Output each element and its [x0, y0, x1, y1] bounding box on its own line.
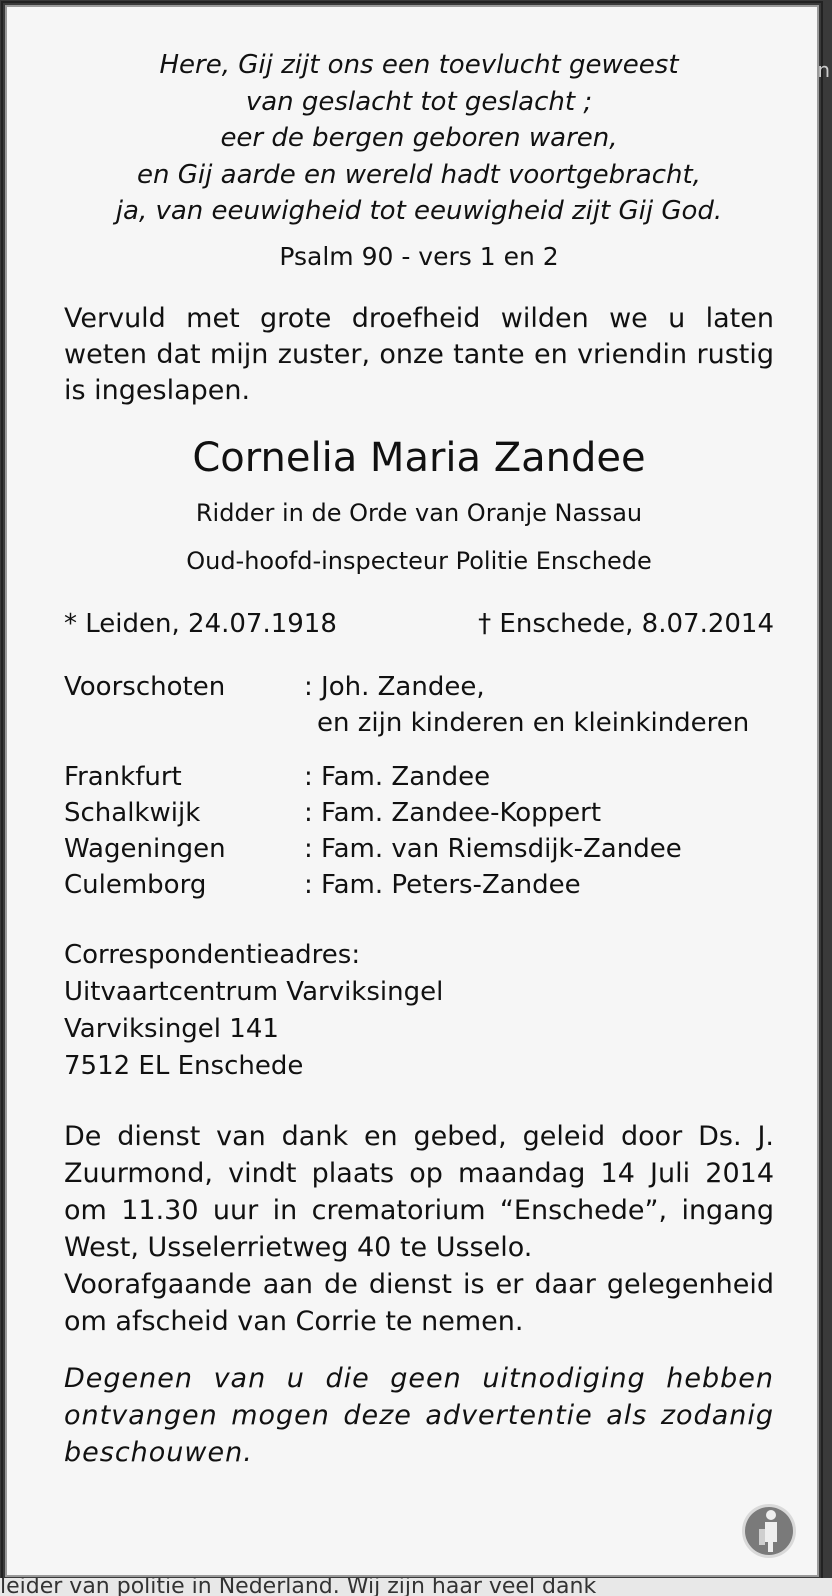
psalm-line: en Gij aarde en wereld hadt voortgebracht, [137, 159, 701, 190]
psalm-line: eer de bergen geboren waren, [220, 123, 618, 153]
spacer [64, 741, 774, 759]
psalm-line: Here, Gij zijt ons een toevlucht geweest [159, 50, 679, 80]
correspondence-address [64, 937, 774, 1085]
family-place: Wageningen [64, 833, 226, 864]
family-row [64, 669, 774, 705]
psalm-line: ja, van eeuwigheid tot eeuwigheid zijt Gij God. [115, 196, 723, 226]
family-name: : Fam. van Riemsdijk-Zandee [304, 833, 682, 864]
family-name: : Fam. Peters-Zandee [304, 869, 581, 900]
address-line: 7512 EL Enschede [64, 1050, 304, 1081]
obituary-frame [5, 5, 819, 1577]
memorial-figure-icon [741, 1503, 797, 1559]
honor-title: Ridder in de Orde van Oranje Nassau [195, 498, 643, 527]
psalm-reference: Psalm 90 - vers 1 en 2 [279, 241, 559, 271]
family-place: Culemborg [64, 869, 207, 900]
family-place: Frankfurt [64, 761, 182, 792]
intro-text: Vervuld met grote droefheid wilden we u laten weten dat mijn zuster, onze tante en vriendin rustig is ingeslapen. [64, 302, 774, 406]
life-dates [64, 609, 774, 639]
farewell-paragraph: Voorafgaande aan de dienst is er daar gelegenheid om afscheid van Corrie te nemen. [64, 1268, 774, 1337]
death-date: † Enschede, 8.07.2014 [478, 608, 774, 639]
address-line: Varviksingel 141 [64, 1013, 279, 1044]
family-list [64, 669, 774, 903]
family-row-continuation [64, 705, 774, 741]
family-row [64, 867, 774, 903]
family-place-empty [64, 705, 304, 741]
clipped-footer-text: leider van politie in Nederland. Wij zijn haar veel dank [0, 1578, 832, 1596]
service-paragraph: De dienst van dank en gebed, geleid door Ds. J. Zuurmond, vindt plaats op maandag 14 Juli 2014 om 11.30 uur in crematorium “Enschede”, ingang West, Usselerrietweg 40 te Usselo. [64, 1120, 774, 1263]
family-row [64, 795, 774, 831]
family-place: Voorschoten [64, 671, 226, 702]
psalm-line: van geslacht tot geslacht ; [245, 86, 593, 117]
address-label: Correspondentieadres: [64, 939, 361, 970]
family-row [64, 759, 774, 795]
family-place: Schalkwijk [64, 797, 201, 828]
family-extra: en zijn kinderen en kleinkinderen [317, 707, 750, 738]
family-name: : Fam. Zandee [304, 761, 491, 792]
service-details [64, 1118, 774, 1340]
former-role: Oud-hoofd-inspecteur Politie Enschede [186, 546, 652, 575]
edge-fragment: n [817, 58, 830, 82]
birth-date: * Leiden, 24.07.1918 [64, 608, 337, 639]
obituary-content [64, 47, 774, 1471]
address-line: Uitvaartcentrum Varviksingel [64, 976, 444, 1007]
deceased-name: Cornelia Maria Zandee [192, 434, 646, 481]
family-name: : Fam. Zandee-Koppert [304, 797, 602, 828]
family-row [64, 831, 774, 867]
psalm-verse [64, 47, 774, 230]
family-name: : Joh. Zandee, [304, 671, 485, 702]
closing-note: Degenen van u die geen uitnodiging hebben ontvangen mogen deze advertentie als zodanig beschouwen. [64, 1362, 774, 1468]
